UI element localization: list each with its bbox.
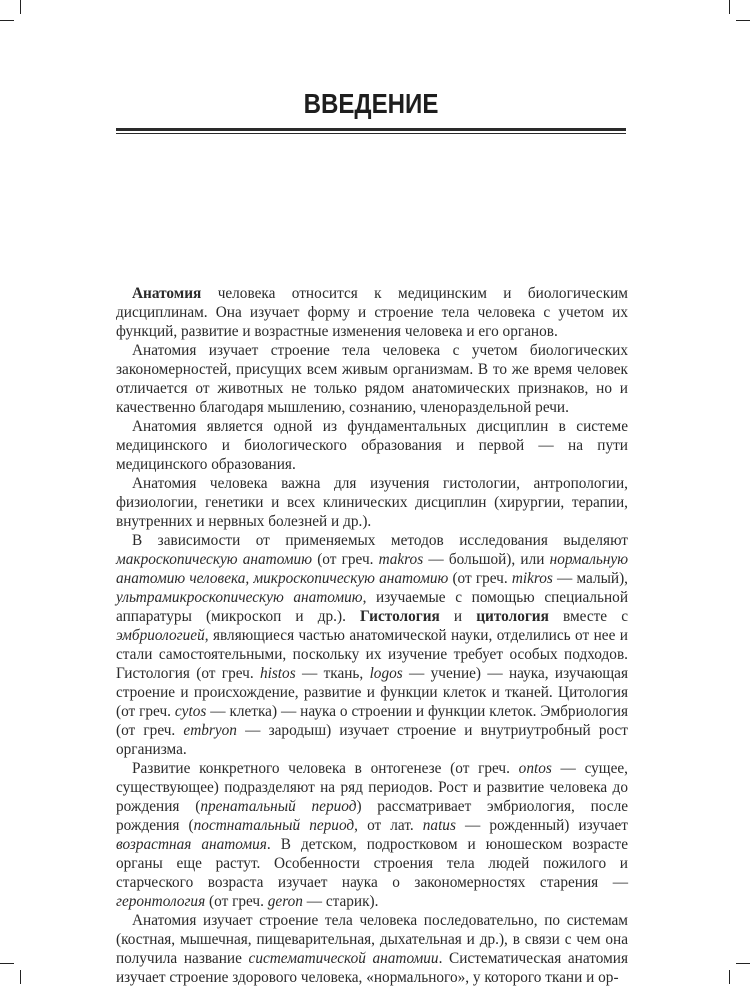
text-run: (от греч. bbox=[448, 570, 512, 587]
italic-term: систематической анатомии bbox=[248, 950, 439, 967]
text-run: — рожденный) изучает bbox=[455, 817, 628, 834]
italic-term: logos bbox=[369, 665, 403, 682]
crop-mark-bottom-right-v bbox=[729, 970, 730, 984]
paragraph bbox=[116, 759, 628, 911]
bold-term: Анатомия bbox=[132, 285, 202, 302]
crop-mark-top-right-v bbox=[729, 0, 730, 14]
text-run: Развитие конкретного человека в онтогенезе (от греч. bbox=[132, 760, 519, 777]
italic-term: ультрамикроскопическую анатомию bbox=[116, 589, 363, 606]
italic-term: макроскопическую анатомию bbox=[116, 551, 312, 568]
text-run: Анатомия изучает строение тела человека последовательно, по системам (костная, мышечная, пищеварительная, дыхательная и др.), в связи с чем она получила название bbox=[116, 912, 628, 967]
italic-term: makros bbox=[378, 551, 424, 568]
text-run: — ткань, bbox=[295, 665, 370, 682]
italic-term: cytos bbox=[174, 703, 207, 720]
paragraph bbox=[116, 531, 628, 759]
text-run: (от греч. bbox=[311, 551, 379, 568]
text-run: — учение) — наука, изучающая строение и происхождение, развитие и функции клеток и тканей. Цитология (от греч. bbox=[116, 665, 628, 720]
title-rule-thick bbox=[116, 128, 626, 131]
text-run: — зародыш) изучает строение и внутриутробный рост организма. bbox=[116, 722, 628, 758]
crop-mark-bottom-left-h bbox=[0, 963, 14, 964]
text-run: Анатомия является одной из фундаментальных дисциплин в системе медицинского и биологического образования и первой — на пути медицинского образования. bbox=[116, 418, 628, 473]
italic-term: пренатальный период bbox=[200, 798, 357, 815]
italic-term: эмбриологией bbox=[116, 627, 205, 644]
italic-term: постнатальный период bbox=[193, 817, 355, 834]
italic-term: histos bbox=[259, 665, 296, 682]
text-run: , от лат. bbox=[354, 817, 423, 834]
text-run: — большой), или bbox=[423, 551, 550, 568]
text-run: Анатомия изучает строение тела человека с учетом биологических закономерностей, присущих всем живым организмам. В то же время человек отличается от животных не только рядом анатомических признаков, но и качественно благодаря мышлению, сознанию, членораздельной речи. bbox=[116, 342, 628, 416]
text-run: Анатомия человека важна для изучения гистологии, антропологии, физиологии, генетики и всех клинических дисциплин (хирургии, терапии, внутренних и нервных болезней и др.). bbox=[116, 475, 628, 530]
crop-mark-top-left-h bbox=[0, 20, 14, 21]
text-run: (от греч. bbox=[205, 893, 268, 910]
text-run: . Систематическая анатомия изучает строение здорового человека, «нормального», у которого ткани и ор- bbox=[116, 950, 628, 986]
title-rule-thin bbox=[116, 133, 626, 134]
text-run: вместе с bbox=[548, 608, 628, 625]
paragraph bbox=[116, 474, 628, 531]
italic-term: geron bbox=[267, 893, 303, 910]
text-run: человека относится к медицинским и биологическим дисциплинам. Она изучает форму и строение тела человека с учетом их функций, развитие и возрастные изменения человека и его органов. bbox=[116, 285, 628, 340]
italic-term: embryon bbox=[183, 722, 237, 739]
italic-term: геронтология bbox=[116, 893, 206, 910]
italic-term: возрастная анатомия bbox=[116, 836, 267, 853]
paragraph bbox=[116, 341, 628, 417]
crop-mark-top-left-v bbox=[20, 0, 21, 14]
text-run: — старик). bbox=[302, 893, 379, 910]
text-run: ) рассматривает эмбриология, после рождения ( bbox=[116, 798, 629, 834]
text-run: В зависимости от применяемых методов исследования выделяют bbox=[132, 532, 628, 549]
text-run: — сущее, существующее) подразделяют на ряд периодов. Рост и развитие человека до рождения ( bbox=[116, 760, 628, 815]
crop-mark-top-right-h bbox=[736, 20, 750, 21]
text-run: — малый), bbox=[552, 570, 628, 587]
text-run: . В детском, подростковом и юношеском возрасте органы еще растут. Особенности строения тела людей пожилого и старческого возраста изучает наука о закономерностях старения — bbox=[116, 836, 628, 891]
text-run: , являющиеся частью анатомической науки, отделились от нее и стали самостоятельными, поскольку их изучение требует особых подходов. Гистология (от греч. bbox=[116, 627, 628, 682]
bold-term: Гистология bbox=[360, 608, 440, 625]
italic-term: natus bbox=[422, 817, 456, 834]
paragraph bbox=[116, 284, 628, 341]
italic-term: mikros bbox=[511, 570, 553, 587]
italic-term: ontos bbox=[518, 760, 552, 777]
page-title: ВВЕДЕНИЕ bbox=[303, 88, 439, 119]
crop-mark-bottom-right-h bbox=[736, 963, 750, 964]
text-run: , изучаемые с помощью специальной аппаратуры (микроскоп и др.). bbox=[116, 589, 629, 625]
italic-term: нормальную анатомию человека, микроскопическую анатомию bbox=[116, 551, 628, 587]
text-run: — клетка) — наука о строении и функции клеток. Эмбриология (от греч. bbox=[116, 703, 628, 739]
body-text bbox=[116, 284, 628, 987]
bold-term: цитология bbox=[476, 608, 549, 625]
paragraph bbox=[116, 417, 628, 474]
text-run: и bbox=[439, 608, 477, 625]
crop-mark-bottom-left-v bbox=[20, 970, 21, 984]
paragraph bbox=[116, 911, 628, 987]
